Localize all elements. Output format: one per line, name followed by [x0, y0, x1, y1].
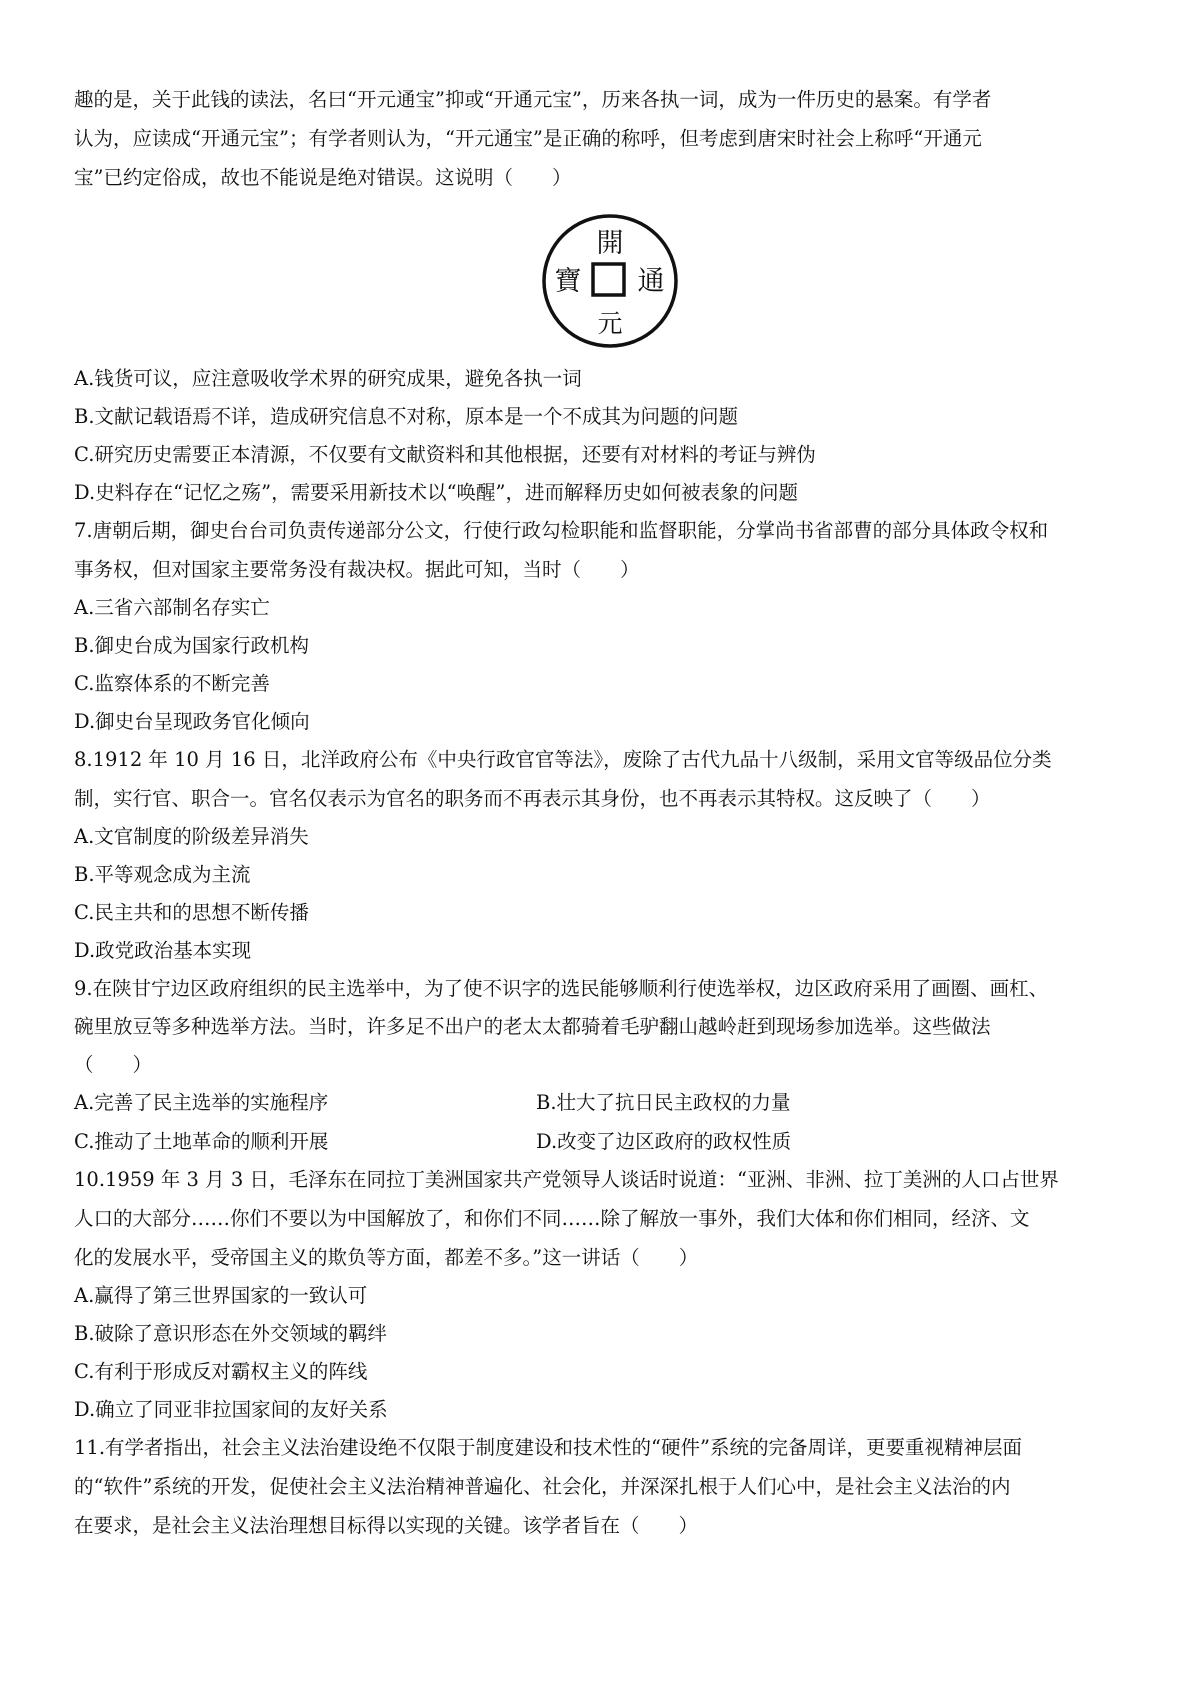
- q7-option-d: D.御史台呈现政务官化倾向: [74, 710, 310, 733]
- q9-stem-line-3: （ ）: [74, 1053, 153, 1076]
- q9-option-b: B.壮大了抗日民主政权的力量: [536, 1091, 791, 1114]
- q9-option-a: A.完善了民主选举的实施程序: [74, 1091, 329, 1114]
- q10-option-a: A.赢得了第三世界国家的一致认可: [74, 1284, 368, 1307]
- q11-stem-line-3: 在要求，是社会主义法治理想目标得以实现的关键。该学者旨在（ ）: [74, 1514, 699, 1537]
- q8-option-d: D.政党政治基本实现: [74, 939, 252, 962]
- q7-stem-line-1: 7.唐朝后期，御史台台司负责传递部分公文，行使行政勾检职能和监督职能，分掌尚书省部曹的部分具体政令权和: [74, 519, 1049, 542]
- q9-option-c: C.推动了土地革命的顺利开展: [74, 1130, 329, 1153]
- q10-option-c: C.有利于形成反对霸权主义的阵线: [74, 1360, 368, 1383]
- q10-stem-line-2: 人口的大部分……你们不要以为中国解放了，和你们不同……除了解放一事外，我们大体和你们相同，经济、文: [74, 1207, 1030, 1230]
- q6-stem-line-2: 认为，应读成“开通元宝”；有学者则认为，“开元通宝”是正确的称呼，但考虑到唐宋时社会上称呼“开通元: [74, 127, 982, 150]
- coin-char-left: 寶: [554, 266, 582, 297]
- coin-char-top: 開: [596, 228, 624, 259]
- q8-option-a: A.文官制度的阶级差异消失: [74, 825, 309, 848]
- q11-stem-line-1: 11.有学者指出，社会主义法治建设绝不仅限于制度建设和技术性的“硬件”系统的完备周详，更要重视精神层面: [74, 1436, 1022, 1459]
- q6-option-d: D.史料存在“记忆之殇”，需要采用新技术以“唤醒”，进而解释历史如何被表象的问题: [74, 481, 799, 504]
- q6-stem-line-1: 趣的是，关于此钱的读法，名曰“开元通宝”抑或“开通元宝”，历来各执一词，成为一件历史的悬案。有学者: [74, 88, 992, 111]
- q6-option-a: A.钱货可议，应注意吸收学术界的研究成果，避免各执一词: [74, 367, 582, 390]
- q8-option-c: C.民主共和的思想不断传播: [74, 901, 309, 924]
- q11-stem-line-2: 的“软件”系统的开发，促使社会主义法治精神普遍化、社会化，并深深扎根于人们心中，是社会主义法治的内: [74, 1475, 1011, 1498]
- q9-options-row-1: [74, 1089, 1140, 1117]
- coin-char-bottom: 元: [597, 309, 623, 338]
- q9-stem-line-2: 碗里放豆等多种选举方法。当时，许多足不出户的老太太都骑着毛驴翻山越岭赶到现场参加选举。这些做法: [74, 1015, 991, 1038]
- q8-option-b: B.平等观念成为主流: [74, 863, 251, 886]
- q8-stem-line-2: 制，实行官、职合一。官名仅表示为官名的职务而不再表示其身份，也不再表示其特权。这反映了（ ）: [74, 787, 991, 810]
- q10-option-d: D.确立了同亚非拉国家间的友好关系: [74, 1398, 388, 1421]
- q6-option-c: C.研究历史需要正本清源，不仅要有文献资料和其他根据，还要有对材料的考证与辨伪: [74, 443, 816, 466]
- q7-stem-line-2: 事务权，但对国家主要常务没有裁决权。据此可知，当时（ ）: [74, 558, 640, 581]
- q10-stem-line-3: 化的发展水平，受帝国主义的欺负等方面，都差不多。”这一讲话（ ）: [74, 1246, 699, 1269]
- q6-stem-line-3: 宝”已约定俗成，故也不能说是绝对错误。这说明（ ）: [74, 166, 572, 189]
- q7-option-a: A.三省六部制名存实亡: [74, 596, 270, 619]
- q7-option-b: B.御史台成为国家行政机构: [74, 634, 310, 657]
- q9-options-row-2: [74, 1128, 1140, 1156]
- coin-char-right: 通: [637, 266, 665, 297]
- q9-stem-line-1: 9.在陕甘宁边区政府组织的民主选举中，为了使不识字的选民能够顺利行使选举权，边区政府采用了画圈、画杠、: [74, 977, 1049, 1000]
- q10-option-b: B.破除了意识形态在外交领域的羁绊: [74, 1322, 388, 1345]
- q10-stem-line-1: 10.1959 年 3 月 3 日，毛泽东在同拉丁美洲国家共产党领导人谈话时说道：“亚洲、非洲、拉丁美洲的人口占世界: [74, 1168, 1059, 1191]
- q6-option-b: B.文献记载语焉不详，造成研究信息不对称，原本是一个不成其为问题的问题: [74, 405, 739, 428]
- q8-stem-line-1: 8.1912 年 10 月 16 日，北洋政府公布《中央行政官官等法》，废除了古代九品十八级制，采用文官等级品位分类: [74, 748, 1052, 771]
- q7-option-c: C.监察体系的不断完善: [74, 672, 270, 695]
- kaiyuan-tongbao-coin-image: [541, 212, 679, 350]
- q9-option-d: D.改变了边区政府的政权性质: [536, 1130, 792, 1153]
